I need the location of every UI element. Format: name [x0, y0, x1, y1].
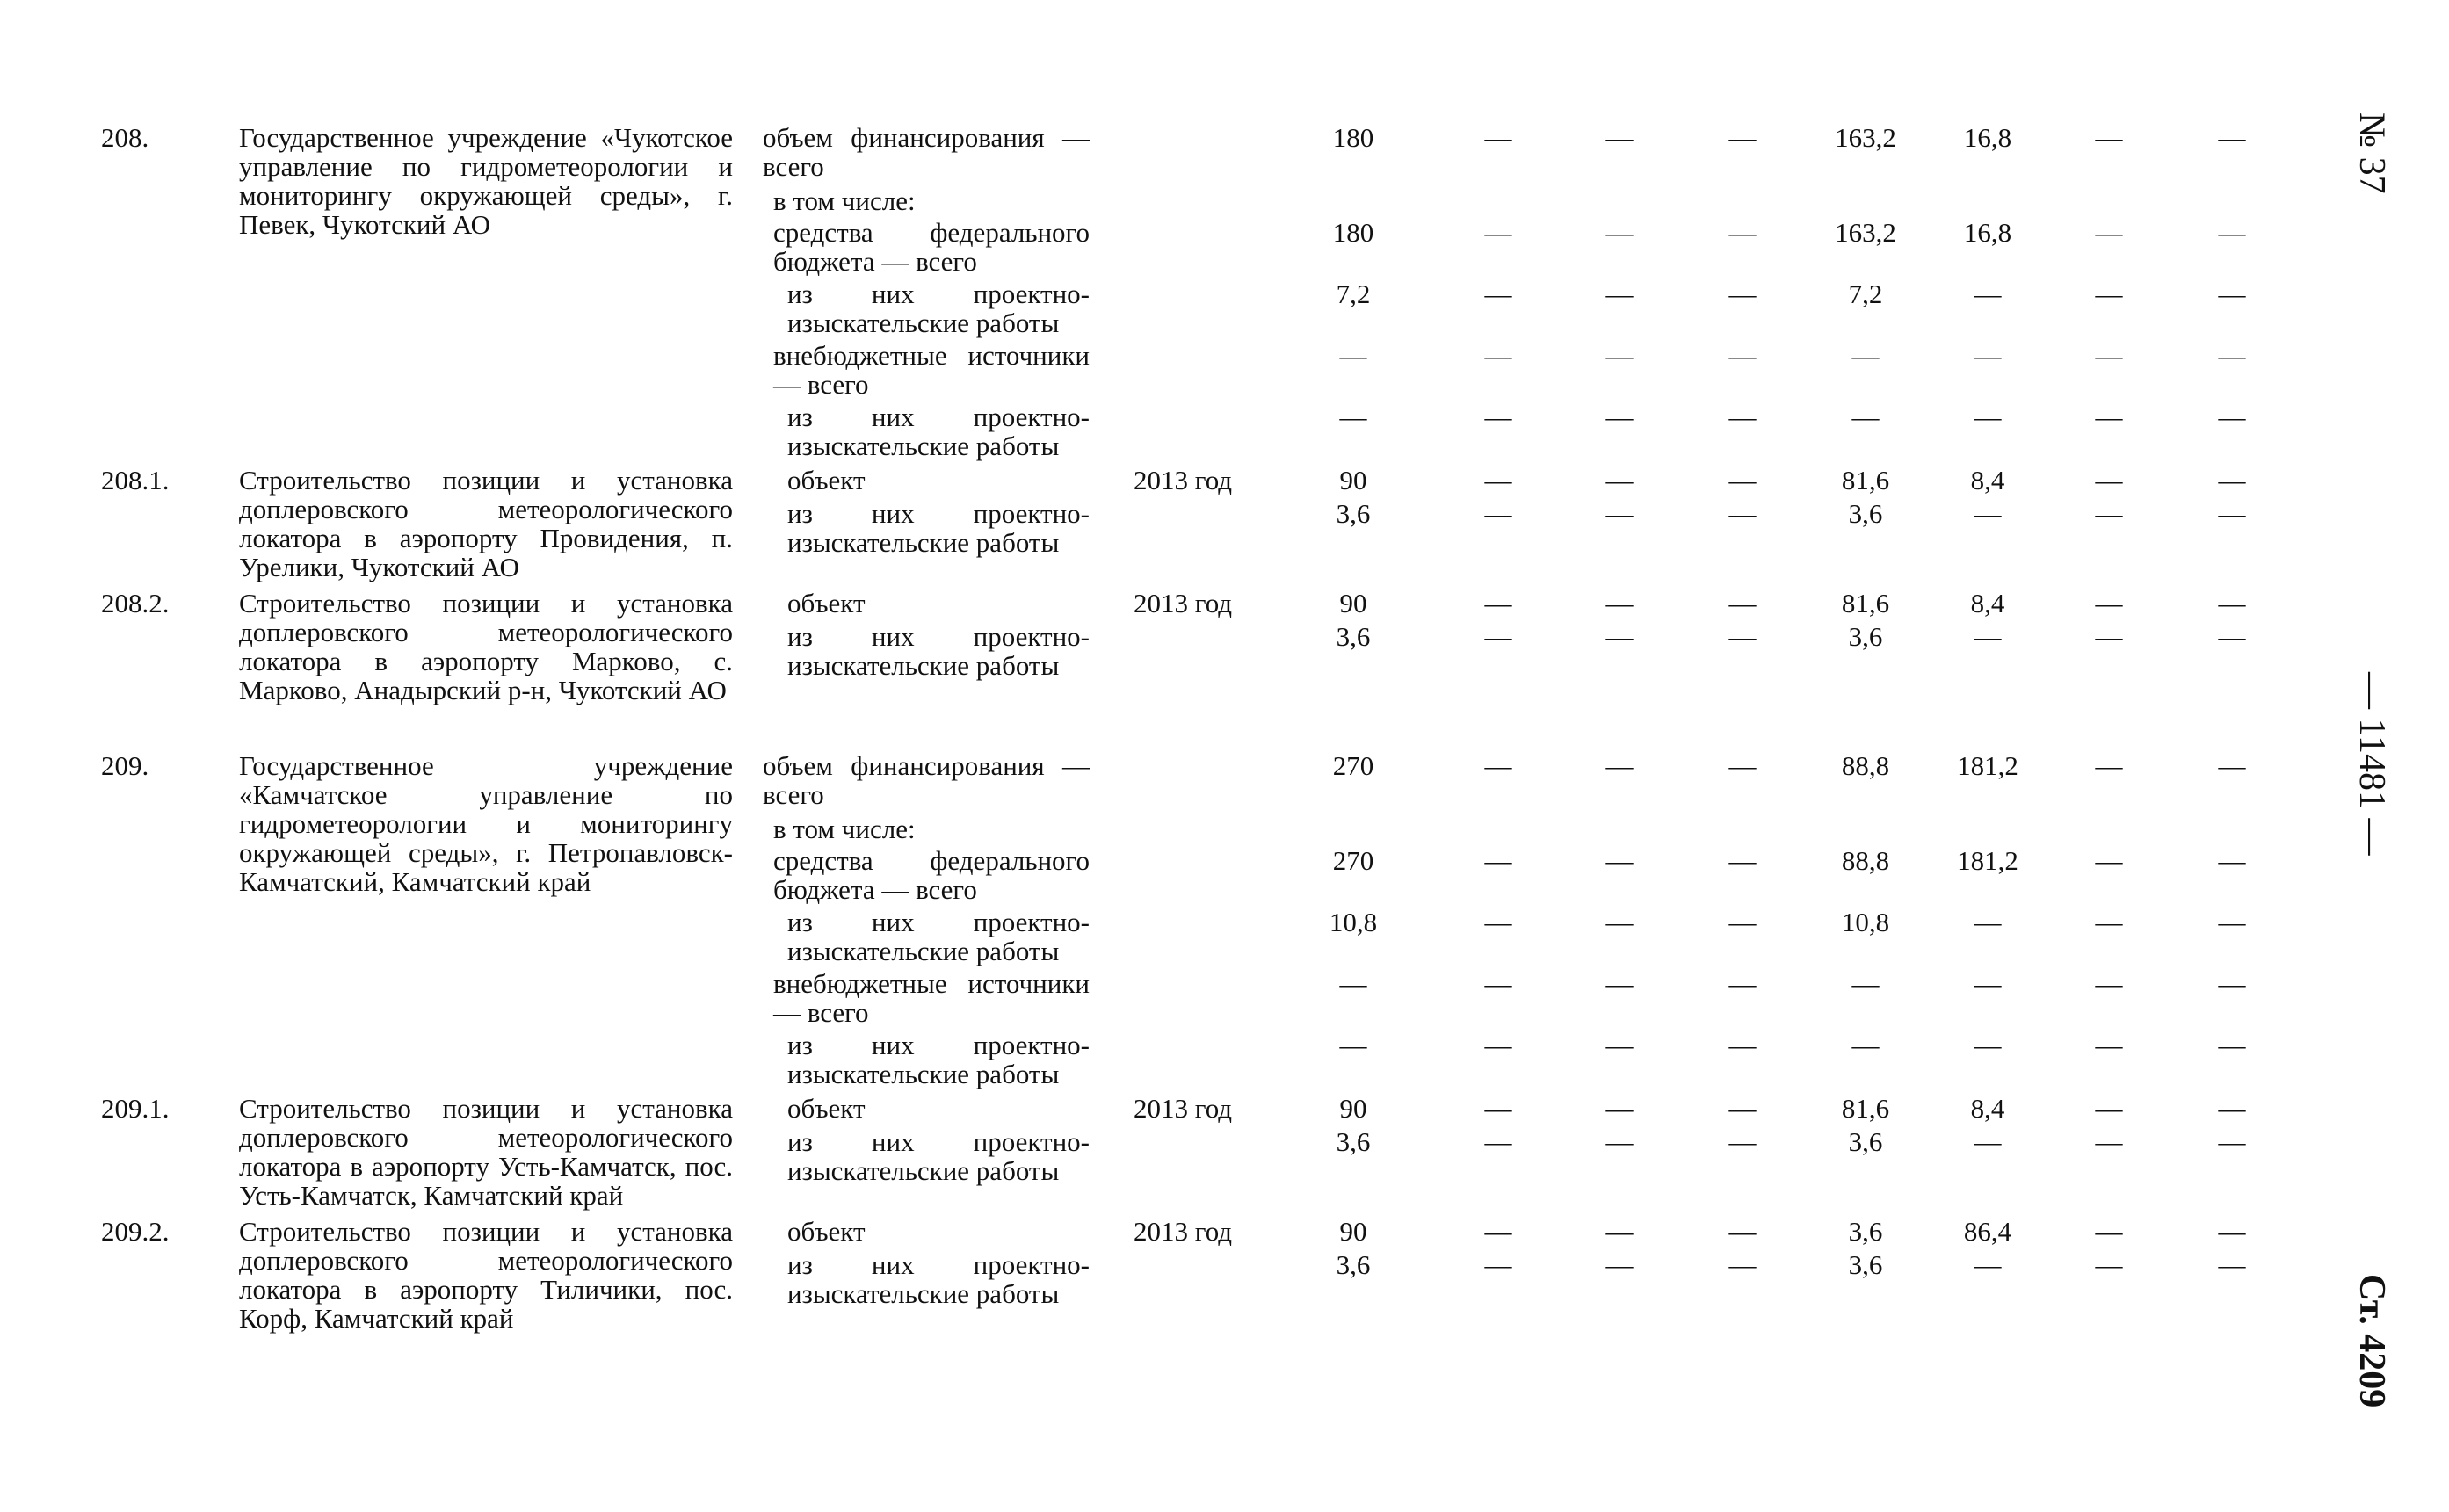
value-cell: —: [2095, 588, 2123, 619]
value-cell: 10,8: [1329, 907, 1378, 937]
value-cell: —: [1484, 279, 1512, 309]
value-cell: —: [1728, 498, 1757, 529]
value-cell: 8,4: [1970, 588, 2005, 619]
value-cell: 81,6: [1841, 588, 1890, 619]
value-cell: —: [2095, 1093, 2123, 1124]
value-cell: —: [2218, 279, 2246, 309]
indicator-label: объект: [787, 465, 866, 496]
indicator-label: из них проектно-изыскательские работы: [787, 1030, 1090, 1089]
value-cell: —: [2095, 340, 2123, 371]
value-cell: —: [1728, 907, 1757, 937]
value-cell: —: [1728, 465, 1757, 496]
value-cell: —: [1484, 1126, 1512, 1157]
article-number: Ст. 4209: [2351, 1274, 2392, 1408]
indicator-label: из них проектно-изыскательские работы: [787, 1249, 1090, 1309]
value-cell: 7,2: [1848, 279, 1883, 309]
value-cell: 181,2: [1957, 845, 2018, 876]
value-cell: —: [2095, 122, 2123, 153]
value-cell: —: [1339, 340, 1367, 371]
value-cell: —: [1484, 750, 1512, 781]
value-cell: —: [2095, 845, 2123, 876]
value-cell: —: [1974, 907, 2002, 937]
value-cell: 163,2: [1835, 122, 1896, 153]
indicator-label: средства федерального бюджета — всего: [773, 217, 1090, 277]
indicator-label: объем финансирования — всего: [763, 750, 1090, 810]
value-cell: 3,6: [1336, 498, 1371, 529]
value-cell: —: [1851, 340, 1880, 371]
value-cell: —: [1728, 1216, 1757, 1247]
value-cell: —: [1728, 1249, 1757, 1280]
value-cell: —: [2218, 588, 2246, 619]
value-cell: —: [1974, 340, 2002, 371]
value-cell: —: [1484, 621, 1512, 652]
value-cell: —: [2095, 279, 2123, 309]
value-cell: —: [1484, 1030, 1512, 1060]
row-number: 208.: [101, 122, 149, 153]
value-cell: —: [2218, 750, 2246, 781]
organization-name: Государственное учреждение «Чукотское управление по гидрометеорологии и мониторингу окружающей среды», г. Певек, Чукотский АО: [239, 122, 733, 240]
value-cell: 3,6: [1848, 1249, 1883, 1280]
row-number: 208.1.: [101, 465, 170, 496]
value-cell: —: [2218, 621, 2246, 652]
term-value: 2013 год: [1134, 1093, 1233, 1124]
value-cell: —: [2218, 1093, 2246, 1124]
indicator-label: объект: [787, 1216, 866, 1247]
value-cell: 90: [1339, 465, 1367, 496]
value-cell: —: [1605, 279, 1634, 309]
organization-name: Строительство позиции и установка доплеровского метеорологического локатора в аэропорту Усть-Камчатск, пос. Усть-Камчатск, Камчатский край: [239, 1093, 733, 1211]
organization-name: Строительство позиции и установка доплеровского метеорологического локатора в аэропорту Тиличики, пос. Корф, Камчатский край: [239, 1216, 733, 1334]
value-cell: —: [1484, 1093, 1512, 1124]
value-cell: 3,6: [1848, 1126, 1883, 1157]
value-cell: 90: [1339, 588, 1367, 619]
row-number: 209.: [101, 750, 149, 781]
value-cell: —: [1339, 968, 1367, 999]
value-cell: —: [1484, 402, 1512, 432]
value-cell: —: [2095, 1126, 2123, 1157]
issue-number: № 37: [2351, 112, 2392, 194]
value-cell: —: [1728, 1093, 1757, 1124]
indicator-label: объект: [787, 588, 866, 619]
indicator-label: из них проектно-изыскательские работы: [787, 402, 1090, 461]
value-cell: 7,2: [1336, 279, 1371, 309]
value-cell: —: [2218, 340, 2246, 371]
value-cell: —: [1605, 1126, 1634, 1157]
term-value: 2013 год: [1134, 588, 1233, 619]
value-cell: 270: [1332, 845, 1374, 876]
value-cell: —: [1484, 968, 1512, 999]
organization-name: Государственное учреждение «Камчатское управление по гидрометеорологии и мониторингу окружающей среды», г. Петропавловск-Камчатский, Камчатский край: [239, 750, 733, 897]
value-cell: —: [1605, 217, 1634, 248]
value-cell: —: [1728, 750, 1757, 781]
value-cell: —: [1728, 279, 1757, 309]
indicator-label: внебюджетные источники — всего: [773, 968, 1090, 1028]
indicator-label: из них проектно-изыскательские работы: [787, 1126, 1090, 1186]
value-cell: —: [2095, 465, 2123, 496]
value-cell: —: [1728, 340, 1757, 371]
row-number: 209.1.: [101, 1093, 170, 1124]
value-cell: —: [1728, 1030, 1757, 1060]
value-cell: —: [1851, 968, 1880, 999]
value-cell: —: [2095, 907, 2123, 937]
value-cell: —: [1974, 402, 2002, 432]
value-cell: —: [2218, 498, 2246, 529]
value-cell: —: [1851, 402, 1880, 432]
organization-name: Строительство позиции и установка доплеровского метеорологического локатора в аэропорту Провидения, п. Урелики, Чукотский АО: [239, 465, 733, 582]
value-cell: 163,2: [1835, 217, 1896, 248]
value-cell: —: [2218, 907, 2246, 937]
value-cell: 3,6: [1848, 621, 1883, 652]
value-cell: —: [1484, 1216, 1512, 1247]
indicator-label: из них проектно-изыскательские работы: [787, 907, 1090, 966]
value-cell: 81,6: [1841, 465, 1890, 496]
indicator-label: из них проектно-изыскательские работы: [787, 621, 1090, 681]
value-cell: —: [2095, 968, 2123, 999]
value-cell: —: [2218, 122, 2246, 153]
value-cell: —: [1605, 1030, 1634, 1060]
value-cell: —: [1484, 498, 1512, 529]
value-cell: 181,2: [1957, 750, 2018, 781]
value-cell: —: [1605, 498, 1634, 529]
value-cell: —: [1605, 1216, 1634, 1247]
value-cell: 3,6: [1336, 621, 1371, 652]
value-cell: —: [2095, 1216, 2123, 1247]
row-number: 208.2.: [101, 588, 170, 619]
value-cell: —: [1605, 968, 1634, 999]
value-cell: —: [1484, 340, 1512, 371]
value-cell: 8,4: [1970, 1093, 2005, 1124]
value-cell: —: [2095, 498, 2123, 529]
value-cell: 16,8: [1963, 217, 2012, 248]
value-cell: —: [1484, 465, 1512, 496]
value-cell: 3,6: [1848, 498, 1883, 529]
indicator-label: объект: [787, 1093, 866, 1124]
value-cell: 180: [1332, 122, 1374, 153]
term-value: 2013 год: [1134, 465, 1233, 496]
value-cell: —: [1484, 122, 1512, 153]
value-cell: —: [1974, 498, 2002, 529]
value-cell: —: [1974, 279, 2002, 309]
value-cell: —: [1605, 122, 1634, 153]
value-cell: —: [1605, 1249, 1634, 1280]
value-cell: —: [2218, 217, 2246, 248]
value-cell: —: [1974, 968, 2002, 999]
organization-name: Строительство позиции и установка доплеровского метеорологического локатора в аэропорту Марково, с. Марково, Анадырский р-н, Чукотский АО: [239, 588, 733, 705]
value-cell: —: [1728, 402, 1757, 432]
page-number: — 11481 —: [2351, 672, 2392, 856]
value-cell: —: [1728, 1126, 1757, 1157]
value-cell: —: [1605, 340, 1634, 371]
value-cell: —: [2095, 1030, 2123, 1060]
row-number: 209.2.: [101, 1216, 170, 1247]
value-cell: —: [1484, 217, 1512, 248]
value-cell: —: [2218, 402, 2246, 432]
value-cell: —: [1605, 465, 1634, 496]
value-cell: 3,6: [1336, 1126, 1371, 1157]
value-cell: 86,4: [1963, 1216, 2012, 1247]
value-cell: 90: [1339, 1216, 1367, 1247]
value-cell: —: [1974, 621, 2002, 652]
value-cell: 8,4: [1970, 465, 2005, 496]
value-cell: —: [2218, 1126, 2246, 1157]
value-cell: —: [2095, 621, 2123, 652]
value-cell: —: [1728, 621, 1757, 652]
value-cell: —: [2095, 402, 2123, 432]
value-cell: 88,8: [1841, 845, 1890, 876]
value-cell: —: [1484, 588, 1512, 619]
value-cell: —: [2218, 1249, 2246, 1280]
value-cell: —: [1605, 845, 1634, 876]
value-cell: —: [1974, 1126, 2002, 1157]
value-cell: —: [2218, 845, 2246, 876]
value-cell: 180: [1332, 217, 1374, 248]
value-cell: —: [1728, 217, 1757, 248]
indicator-label: в том числе:: [773, 185, 916, 216]
term-value: 2013 год: [1134, 1216, 1233, 1247]
value-cell: —: [1728, 968, 1757, 999]
indicator-label: из них проектно-изыскательские работы: [787, 498, 1090, 558]
value-cell: —: [1484, 907, 1512, 937]
value-cell: —: [1339, 1030, 1367, 1060]
value-cell: 90: [1339, 1093, 1367, 1124]
value-cell: —: [1728, 845, 1757, 876]
value-cell: 3,6: [1336, 1249, 1371, 1280]
value-cell: 270: [1332, 750, 1374, 781]
indicator-label: из них проектно-изыскательские работы: [787, 279, 1090, 338]
value-cell: —: [2218, 465, 2246, 496]
value-cell: —: [1728, 122, 1757, 153]
indicator-label: средства федерального бюджета — всего: [773, 845, 1090, 905]
value-cell: —: [2095, 1249, 2123, 1280]
value-cell: —: [1339, 402, 1367, 432]
value-cell: —: [1484, 1249, 1512, 1280]
value-cell: —: [1605, 588, 1634, 619]
value-cell: 81,6: [1841, 1093, 1890, 1124]
value-cell: —: [1605, 1093, 1634, 1124]
value-cell: —: [2218, 968, 2246, 999]
indicator-label: объем финансирования — всего: [763, 122, 1090, 182]
value-cell: —: [1605, 750, 1634, 781]
value-cell: 16,8: [1963, 122, 2012, 153]
value-cell: —: [2095, 750, 2123, 781]
indicator-label: внебюджетные источники — всего: [773, 340, 1090, 400]
value-cell: 3,6: [1848, 1216, 1883, 1247]
value-cell: —: [1851, 1030, 1880, 1060]
value-cell: —: [1974, 1249, 2002, 1280]
indicator-label: в том числе:: [773, 814, 916, 844]
value-cell: —: [1605, 402, 1634, 432]
value-cell: —: [1605, 907, 1634, 937]
value-cell: —: [1974, 1030, 2002, 1060]
value-cell: 10,8: [1841, 907, 1890, 937]
value-cell: —: [2218, 1030, 2246, 1060]
value-cell: —: [1484, 845, 1512, 876]
value-cell: —: [1605, 621, 1634, 652]
value-cell: —: [1728, 588, 1757, 619]
value-cell: —: [2218, 1216, 2246, 1247]
value-cell: —: [2095, 217, 2123, 248]
value-cell: 88,8: [1841, 750, 1890, 781]
